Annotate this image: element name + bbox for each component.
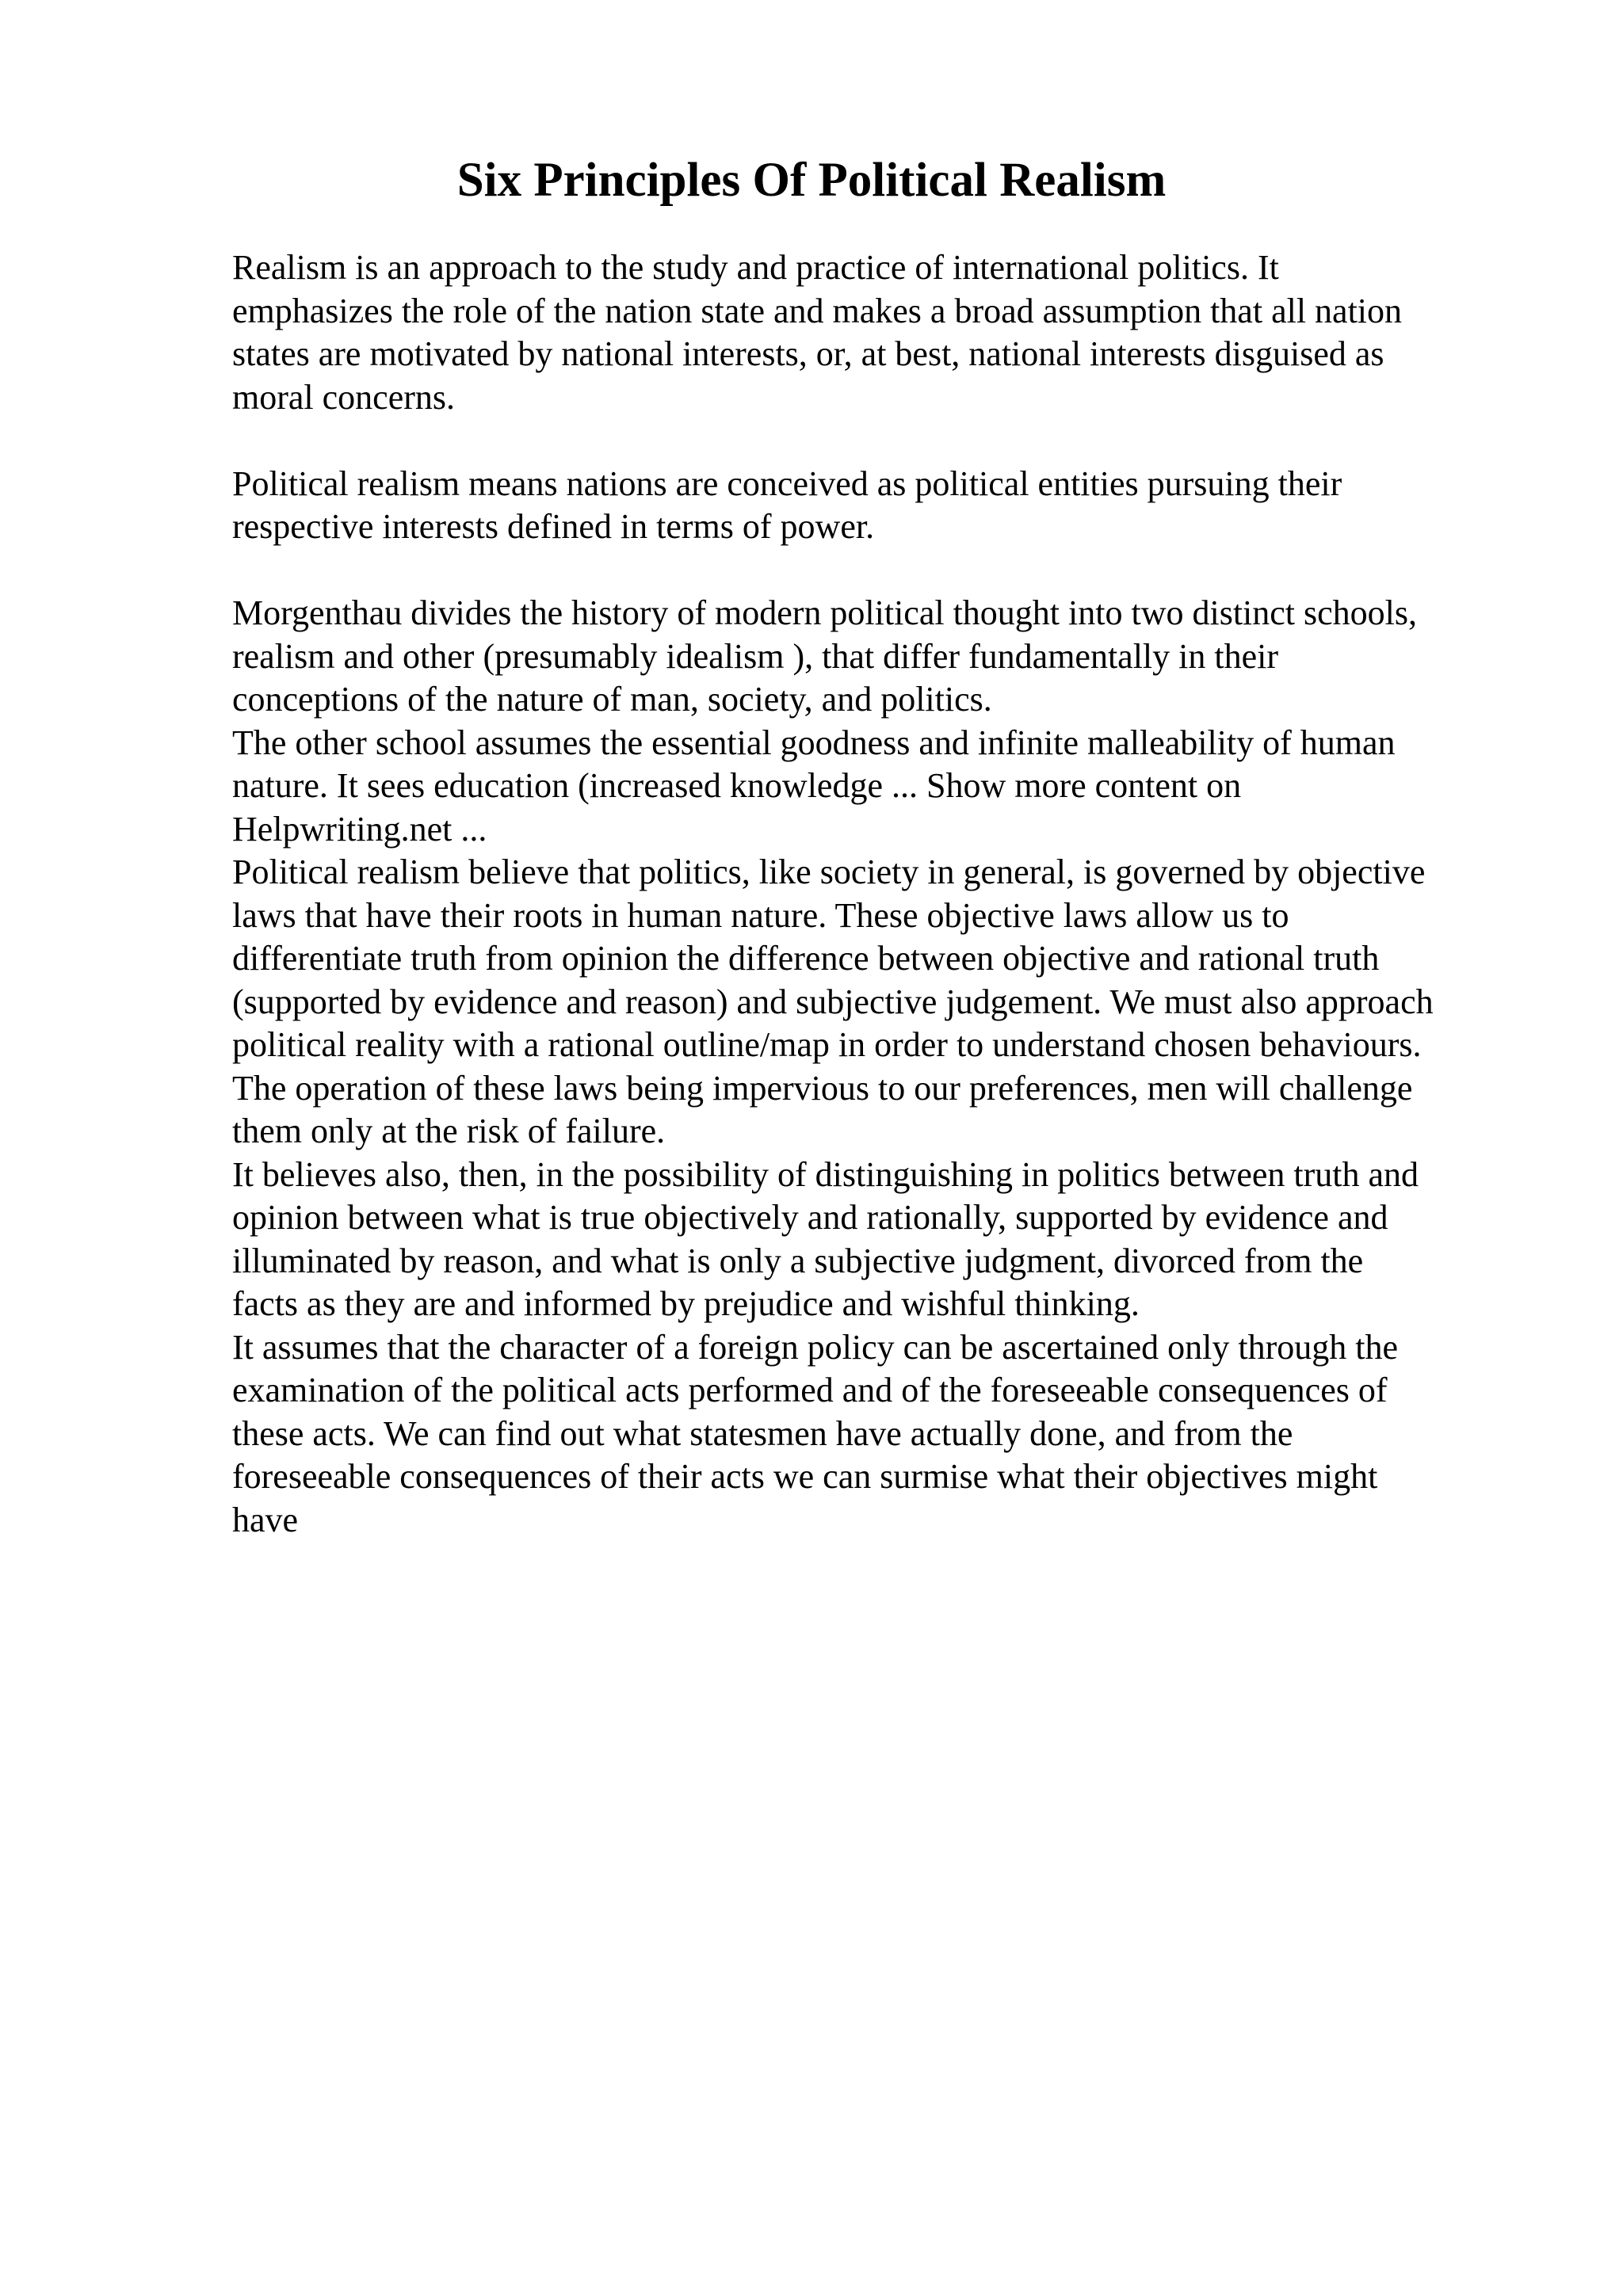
text-line: The operation of these laws being impervious to our preferences, men will challenge <box>232 1068 1413 1108</box>
paragraph-objective-laws <box>232 851 1532 1154</box>
text-line: illuminated by reason, and what is only a subjective judgment, divorced from the <box>232 1241 1364 1280</box>
text-line: these acts. We can find out what statesmen have actually done, and from the <box>232 1413 1293 1453</box>
text-line: them only at the risk of failure. <box>232 1112 666 1150</box>
text-line: examination of the political acts performed and of the foreseeable consequences of <box>232 1371 1388 1409</box>
text-line: foreseeable consequences of their acts we can surmise what their objectives might <box>232 1457 1378 1496</box>
text-line: facts as they are and informed by prejudice and wishful thinking. <box>232 1284 1140 1323</box>
text-line: Morgenthau divides the history of modern political thought into two distinct schools, <box>232 593 1418 632</box>
text-line: respective interests defined in terms of power. <box>232 507 875 546</box>
text-line: political reality with a rational outline/map in order to understand chosen behaviours. <box>232 1025 1422 1064</box>
paragraph-political-realism-definition <box>232 463 1532 549</box>
text-line: It assumes that the character of a foreign policy can be ascertained only through the <box>232 1327 1398 1367</box>
text-line: Helpwriting.net ... <box>232 809 487 849</box>
text-line: Realism is an approach to the study and practice of international politics. It <box>232 248 1279 287</box>
text-line: differentiate truth from opinion the difference between objective and rational truth <box>232 939 1380 978</box>
text-line: moral concerns. <box>232 377 455 417</box>
paragraph-truth-and-opinion <box>232 1154 1532 1326</box>
text-line: laws that have their roots in human nature. These objective laws allow us to <box>232 895 1289 935</box>
text-line: Political realism means nations are conceived as political entities pursuing their <box>232 463 1342 503</box>
text-line: It believes also, then, in the possibility of distinguishing in politics between truth and <box>232 1154 1419 1194</box>
text-line: nature. It sees education (increased knowledge ... Show more content on <box>232 766 1242 805</box>
paragraph-realism-intro <box>232 246 1532 419</box>
text-line: emphasizes the role of the nation state and makes a broad assumption that all nation <box>232 291 1403 330</box>
text-line: opinion between what is true objectively and rationally, supported by evidence and <box>232 1198 1388 1237</box>
text-line: have <box>232 1500 299 1539</box>
paragraph-foreign-policy <box>232 1326 1532 1543</box>
text-line: Political realism believe that politics, like society in general, is governed by objective <box>232 852 1426 891</box>
paragraph-other-school <box>232 722 1532 852</box>
text-line: realism and other (presumably idealism ), that differ fundamentally in their <box>232 636 1278 676</box>
document-body <box>232 246 1532 1542</box>
text-line: (supported by evidence and reason) and subjective judgement. We must also approach <box>232 982 1434 1021</box>
paragraph-morgenthau-schools <box>232 592 1532 722</box>
text-line: states are motivated by national interests, or, at best, national interests disguised as <box>232 334 1384 373</box>
text-line: The other school assumes the essential goodness and infinite malleability of human <box>232 723 1396 762</box>
text-line: conceptions of the nature of man, society, and politics. <box>232 680 992 719</box>
document-title: Six Principles Of Political Realism <box>456 154 1167 207</box>
